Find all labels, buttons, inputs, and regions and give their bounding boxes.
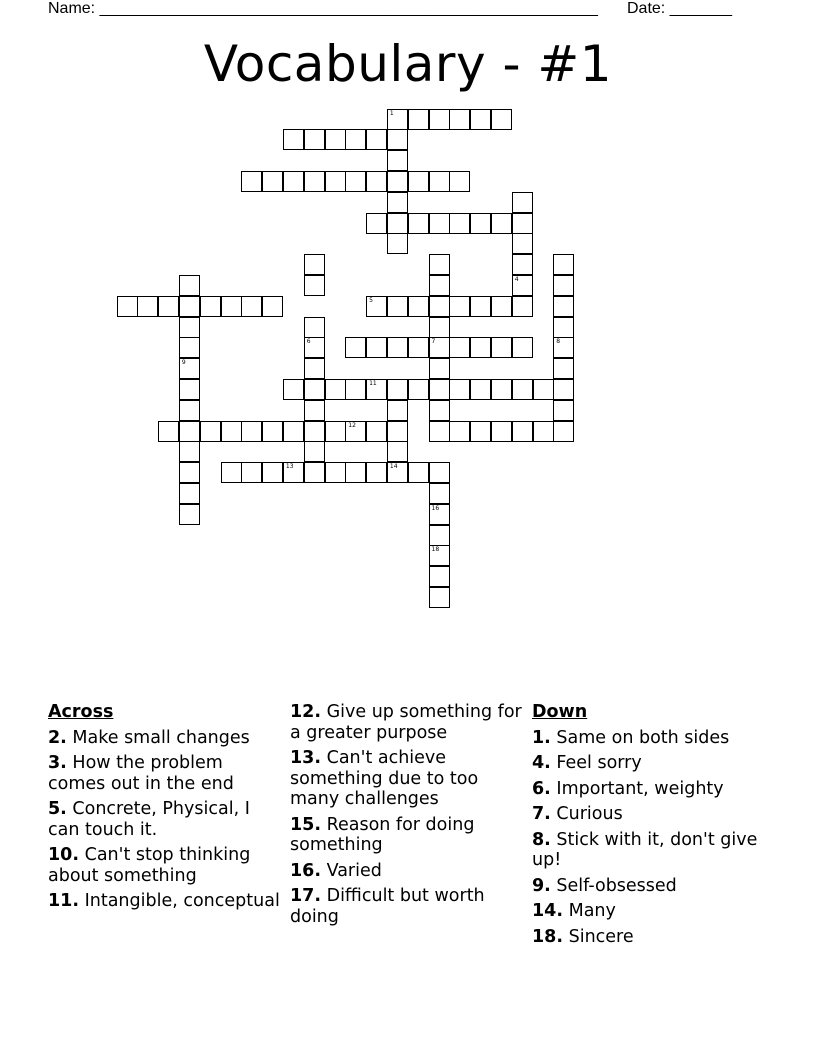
grid-cell[interactable] bbox=[345, 171, 366, 192]
grid-cell[interactable] bbox=[304, 358, 325, 379]
grid-cell[interactable] bbox=[304, 400, 325, 421]
down-clue bbox=[532, 728, 772, 749]
clue-number-label: 8 bbox=[556, 338, 561, 346]
down-clue bbox=[532, 876, 772, 897]
grid-cell[interactable] bbox=[179, 337, 200, 358]
clue-number: 3. bbox=[48, 753, 67, 773]
clue-number: 10. bbox=[48, 845, 80, 865]
grid-cell[interactable] bbox=[449, 213, 470, 234]
grid-cell[interactable] bbox=[429, 566, 450, 587]
across-clue bbox=[290, 861, 522, 882]
clue-text: Same on both sides bbox=[556, 727, 730, 748]
grid-cell[interactable] bbox=[553, 400, 574, 421]
grid-cell[interactable] bbox=[429, 525, 450, 546]
grid-cell[interactable] bbox=[345, 421, 366, 442]
grid-cell[interactable] bbox=[345, 129, 366, 150]
grid-cell[interactable] bbox=[304, 254, 325, 275]
grid-cell[interactable] bbox=[366, 462, 387, 483]
clue-text: Can't stop thinking about something bbox=[48, 845, 251, 886]
grid-cell[interactable] bbox=[325, 171, 346, 192]
grid-cell[interactable] bbox=[387, 400, 408, 421]
grid-cell[interactable] bbox=[366, 171, 387, 192]
grid-cell[interactable] bbox=[512, 213, 533, 234]
clue-number: 15. bbox=[290, 814, 322, 835]
grid-cell[interactable] bbox=[304, 421, 325, 442]
grid-cell[interactable] bbox=[553, 358, 574, 379]
grid-cell[interactable] bbox=[470, 296, 491, 317]
grid-cell[interactable] bbox=[429, 379, 450, 400]
grid-cell[interactable] bbox=[221, 462, 242, 483]
clue-text: Varied bbox=[326, 860, 382, 881]
clue-number: 14. bbox=[532, 901, 564, 921]
clue-number-label: 1 bbox=[389, 109, 394, 117]
grid-cell[interactable] bbox=[366, 337, 387, 358]
grid-cell[interactable] bbox=[179, 441, 200, 462]
grid-cell[interactable] bbox=[325, 421, 346, 442]
grid-cell[interactable] bbox=[366, 379, 387, 400]
grid-cell[interactable] bbox=[179, 483, 200, 504]
grid-cell[interactable] bbox=[304, 441, 325, 462]
across-heading: Across bbox=[48, 702, 114, 722]
grid-cell[interactable] bbox=[429, 337, 450, 358]
grid-cell[interactable] bbox=[325, 379, 346, 400]
name-blank: ________________________________________________________ bbox=[99, 0, 598, 17]
grid-cell[interactable] bbox=[304, 171, 325, 192]
clue-text: Make small changes bbox=[72, 727, 250, 748]
grid-cell[interactable] bbox=[429, 275, 450, 296]
grid-cell[interactable] bbox=[470, 213, 491, 234]
grid-cell[interactable] bbox=[179, 504, 200, 525]
grid-cell[interactable] bbox=[553, 296, 574, 317]
grid-cell[interactable] bbox=[387, 421, 408, 442]
grid-cell[interactable] bbox=[262, 296, 283, 317]
grid-cell[interactable] bbox=[553, 379, 574, 400]
clue-text: Many bbox=[568, 901, 616, 921]
grid-cell[interactable] bbox=[241, 171, 262, 192]
clue-text: How the problem comes out in the end bbox=[48, 753, 234, 794]
grid-cell[interactable] bbox=[117, 296, 138, 317]
grid-cell[interactable] bbox=[491, 109, 512, 130]
clue-number-label: 11 bbox=[369, 379, 377, 387]
grid-cell[interactable] bbox=[387, 150, 408, 171]
grid-cell[interactable] bbox=[408, 109, 429, 130]
clue-number-label: 12 bbox=[348, 421, 356, 429]
grid-cell[interactable] bbox=[345, 337, 366, 358]
name-label: Name: bbox=[48, 0, 96, 17]
grid-cell[interactable] bbox=[221, 296, 242, 317]
clue-number: 6. bbox=[532, 778, 551, 799]
across-clue bbox=[48, 728, 280, 749]
across-clue bbox=[290, 702, 522, 743]
grid-cell[interactable] bbox=[449, 109, 470, 130]
grid-cell[interactable] bbox=[179, 317, 200, 338]
grid-cell[interactable] bbox=[137, 296, 158, 317]
grid-cell[interactable] bbox=[158, 296, 179, 317]
clue-text: Difficult but worth doing bbox=[290, 886, 485, 927]
across-clue bbox=[290, 748, 522, 810]
grid-cell[interactable] bbox=[512, 192, 533, 213]
grid-cell[interactable] bbox=[429, 421, 450, 442]
grid-cell[interactable] bbox=[283, 421, 304, 442]
grid-cell[interactable] bbox=[387, 441, 408, 462]
across-clue bbox=[48, 753, 280, 794]
down-clue bbox=[532, 927, 772, 948]
grid-cell[interactable] bbox=[429, 171, 450, 192]
grid-cell[interactable] bbox=[553, 421, 574, 442]
grid-cell[interactable] bbox=[512, 233, 533, 254]
clue-text: Reason for doing something bbox=[290, 814, 475, 855]
grid-cell[interactable] bbox=[408, 337, 429, 358]
grid-cell[interactable] bbox=[429, 462, 450, 483]
clue-text: Can't achieve something due to too many challenges bbox=[290, 748, 479, 809]
grid-cell[interactable] bbox=[429, 483, 450, 504]
grid-cell[interactable] bbox=[325, 462, 346, 483]
grid-cell[interactable] bbox=[345, 462, 366, 483]
across-clue bbox=[290, 815, 522, 856]
grid-cell[interactable] bbox=[429, 317, 450, 338]
down-clue bbox=[532, 901, 772, 922]
grid-cell[interactable] bbox=[387, 109, 408, 130]
across-clues-column-1 bbox=[48, 702, 280, 917]
clue-text: Curious bbox=[556, 804, 623, 824]
grid-cell[interactable] bbox=[366, 213, 387, 234]
grid-cell[interactable] bbox=[512, 421, 533, 442]
down-clue bbox=[532, 753, 772, 774]
grid-cell[interactable] bbox=[241, 421, 262, 442]
grid-cell[interactable] bbox=[387, 337, 408, 358]
grid-cell[interactable] bbox=[221, 421, 242, 442]
down-clue bbox=[532, 804, 772, 825]
grid-cell[interactable] bbox=[491, 379, 512, 400]
grid-cell[interactable] bbox=[512, 337, 533, 358]
grid-cell[interactable] bbox=[387, 213, 408, 234]
grid-cell[interactable] bbox=[408, 171, 429, 192]
clue-number-label: 7 bbox=[431, 338, 436, 346]
clue-text: Self-obsessed bbox=[556, 875, 677, 896]
clue-text: Important, weighty bbox=[556, 778, 724, 799]
clue-text: Stick with it, don't give up! bbox=[532, 829, 758, 870]
grid-cell[interactable] bbox=[408, 213, 429, 234]
grid-cell[interactable] bbox=[200, 296, 221, 317]
grid-cell[interactable] bbox=[533, 421, 554, 442]
clue-number: 8. bbox=[532, 829, 551, 850]
clue-number: 1. bbox=[532, 727, 551, 748]
grid-cell[interactable] bbox=[553, 317, 574, 338]
grid-cell[interactable] bbox=[408, 296, 429, 317]
grid-cell[interactable] bbox=[158, 421, 179, 442]
grid-cell[interactable] bbox=[553, 254, 574, 275]
grid-cell[interactable] bbox=[387, 233, 408, 254]
clue-number: 18. bbox=[532, 926, 564, 947]
grid-cell[interactable] bbox=[533, 379, 554, 400]
down-clues-column bbox=[532, 702, 772, 952]
clue-number: 13. bbox=[290, 748, 322, 768]
grid-cell[interactable] bbox=[512, 296, 533, 317]
grid-cell[interactable] bbox=[429, 545, 450, 566]
clue-number-label: 4 bbox=[514, 275, 519, 283]
grid-cell[interactable] bbox=[262, 171, 283, 192]
down-clue bbox=[532, 779, 772, 800]
down-clue bbox=[532, 830, 772, 871]
grid-cell[interactable] bbox=[491, 213, 512, 234]
grid-cell[interactable] bbox=[283, 171, 304, 192]
across-clue bbox=[48, 845, 280, 886]
clue-text: Sincere bbox=[568, 926, 634, 947]
grid-cell[interactable] bbox=[491, 337, 512, 358]
page-title: Vocabulary - #1 bbox=[203, 35, 613, 93]
clue-text: Concrete, Physical, I can touch it. bbox=[48, 799, 250, 840]
across-clue bbox=[48, 891, 280, 912]
grid-cell[interactable] bbox=[512, 275, 533, 296]
grid-cell[interactable] bbox=[179, 296, 200, 317]
grid-cell[interactable] bbox=[429, 400, 450, 421]
grid-cell[interactable] bbox=[345, 379, 366, 400]
date-label: Date: bbox=[627, 0, 666, 17]
grid-cell[interactable] bbox=[408, 379, 429, 400]
clue-number: 17. bbox=[290, 886, 322, 906]
grid-cell[interactable] bbox=[179, 400, 200, 421]
grid-cell[interactable] bbox=[553, 337, 574, 358]
grid-cell[interactable] bbox=[304, 462, 325, 483]
grid-cell[interactable] bbox=[429, 296, 450, 317]
grid-cell[interactable] bbox=[387, 192, 408, 213]
grid-cell[interactable] bbox=[241, 462, 262, 483]
grid-cell[interactable] bbox=[449, 337, 470, 358]
clue-number: 11. bbox=[48, 891, 80, 911]
grid-cell[interactable] bbox=[304, 317, 325, 338]
grid-cell[interactable] bbox=[408, 462, 429, 483]
grid-cell[interactable] bbox=[429, 254, 450, 275]
grid-cell[interactable] bbox=[470, 337, 491, 358]
grid-cell[interactable] bbox=[179, 358, 200, 379]
clue-number-label: 9 bbox=[181, 359, 186, 367]
clue-number: 12. bbox=[290, 702, 322, 722]
grid-cell[interactable] bbox=[262, 462, 283, 483]
grid-cell[interactable] bbox=[366, 129, 387, 150]
grid-cell[interactable] bbox=[179, 275, 200, 296]
clue-number-label: 6 bbox=[306, 338, 311, 346]
grid-cell[interactable] bbox=[429, 213, 450, 234]
clue-number: 4. bbox=[532, 753, 551, 773]
grid-cell[interactable] bbox=[387, 129, 408, 150]
grid-cell[interactable] bbox=[366, 296, 387, 317]
grid-cell[interactable] bbox=[553, 275, 574, 296]
grid-cell[interactable] bbox=[283, 462, 304, 483]
grid-cell[interactable] bbox=[491, 296, 512, 317]
grid-cell[interactable] bbox=[429, 504, 450, 525]
grid-cell[interactable] bbox=[512, 254, 533, 275]
grid-cell[interactable] bbox=[366, 421, 387, 442]
grid-cell[interactable] bbox=[429, 587, 450, 608]
grid-cell[interactable] bbox=[387, 171, 408, 192]
clue-number-label: 5 bbox=[369, 296, 373, 304]
clue-number-label: 16 bbox=[431, 504, 440, 512]
across-clues-column-2 bbox=[290, 702, 522, 932]
grid-cell[interactable] bbox=[470, 109, 491, 130]
down-heading: Down bbox=[532, 702, 588, 722]
grid-cell[interactable] bbox=[179, 421, 200, 442]
grid-cell[interactable] bbox=[283, 129, 304, 150]
grid-cell[interactable] bbox=[283, 379, 304, 400]
grid-cell[interactable] bbox=[262, 421, 283, 442]
clue-number: 5. bbox=[48, 799, 67, 819]
grid-cell[interactable] bbox=[449, 379, 470, 400]
grid-cell[interactable] bbox=[200, 421, 221, 442]
clue-number: 9. bbox=[532, 875, 551, 896]
clue-number-label: 18 bbox=[431, 546, 440, 554]
clue-text: Feel sorry bbox=[556, 753, 642, 773]
grid-cell[interactable] bbox=[449, 421, 470, 442]
grid-cell[interactable] bbox=[491, 421, 512, 442]
grid-cell[interactable] bbox=[304, 379, 325, 400]
clue-number: 16. bbox=[290, 860, 322, 881]
clue-text: Give up something for a greater purpose bbox=[290, 702, 522, 743]
clue-text: Intangible, conceptual bbox=[84, 891, 280, 911]
grid-cell[interactable] bbox=[304, 275, 325, 296]
grid-cell[interactable] bbox=[304, 129, 325, 150]
grid-cell[interactable] bbox=[470, 421, 491, 442]
grid-cell[interactable] bbox=[241, 296, 262, 317]
grid-cell[interactable] bbox=[387, 462, 408, 483]
grid-cell[interactable] bbox=[325, 129, 346, 150]
across-clue bbox=[48, 799, 280, 840]
clue-number: 2. bbox=[48, 727, 67, 748]
clue-number: 7. bbox=[532, 804, 551, 824]
grid-cell[interactable] bbox=[512, 379, 533, 400]
grid-cell[interactable] bbox=[429, 358, 450, 379]
across-clue bbox=[290, 886, 522, 927]
grid-cell[interactable] bbox=[470, 379, 491, 400]
grid-cell[interactable] bbox=[449, 296, 470, 317]
date-blank: _______ bbox=[669, 0, 732, 17]
grid-cell[interactable] bbox=[449, 171, 470, 192]
clue-number-label: 14 bbox=[389, 463, 398, 471]
grid-cell[interactable] bbox=[304, 337, 325, 358]
grid-cell[interactable] bbox=[179, 379, 200, 400]
clue-number-label: 13 bbox=[285, 463, 294, 471]
grid-cell[interactable] bbox=[179, 462, 200, 483]
grid-cell[interactable] bbox=[387, 296, 408, 317]
grid-cell[interactable] bbox=[429, 109, 450, 130]
grid-cell[interactable] bbox=[387, 379, 408, 400]
